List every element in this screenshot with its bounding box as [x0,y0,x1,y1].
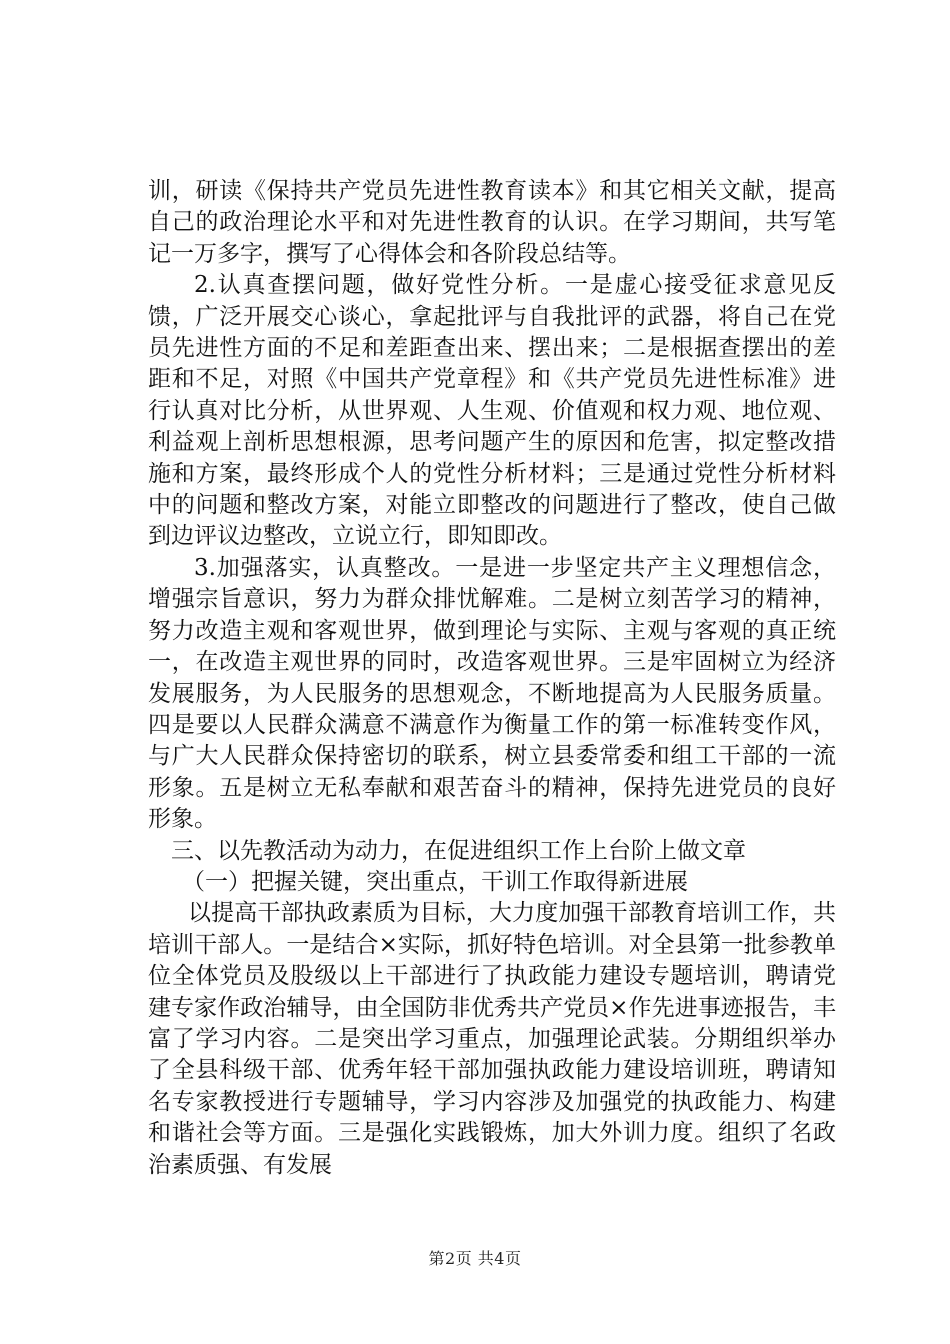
subsection-heading-one: （一）把握关键，突出重点，干训工作取得新进展 [182,868,688,895]
paragraph-cadre-training: 以提高干部执政素质为目标，大力度加强干部教育培训工作，共培训干部人。一是结合×实际，抓好特色培训。对全县第一批参教单位全体党员及股级以上干部进行了执政能力建设专题培训，聘请党建专家作政治辅导，由全国防非优秀共产党员×作先进事迹报告，丰富了学习内容。二是突出学习重点，加强理论武装。分期组织举办了全县科级干部、优秀年轻干部加强执政能力建设培训班，聘请知名专家教授进行专题辅导，学习内容涉及加强党的执政能力、构建和谐社会等方面。三是强化实践锻炼，加大外训力度。组织了名政治素质强、有发展 [148,900,836,1178]
paragraph-party-analysis: 2.认真查摆问题，做好党性分析。一是虚心接受征求意见反馈，广泛开展交心谈心，拿起批评与自我批评的武器，将自己在党员先进性方面的不足和差距查出来、摆出来；二是根据查摆出的差距和不足，对照《中国共产党章程》和《共产党员先进性标准》进行认真对比分析，从世界观、人生观、价值观和权力观、地位观、利益观上剖析思想根源，思考问题产生的原因和危害，拟定整改措施和方案，最终形成个人的党性分析材料；三是通过党性分析材料中的问题和整改方案，对能立即整改的问题进行了整改，使自己做到边评议边整改，立说立行，即知即改。 [148,272,836,550]
page-number-footer: 第2页 共4页 [428,1249,522,1268]
document-body [148,176,836,1181]
paragraph-continuation: 训，研读《保持共产党员先进性教育读本》和其它相关文献，提高自己的政治理论水平和对先进性教育的认识。在学习期间，共写笔记一万多字，撰写了心得体会和各阶段总结等。 [148,178,836,267]
section-heading-three: 三、以先教活动为动力，在促进组织工作上台阶上做文章 [171,837,746,864]
paragraph-rectification: 3.加强落实，认真整改。一是进一步坚定共产主义理想信念，增强宗旨意识，努力为群众排忧解难。二是树立刻苦学习的精神，努力改造主观和客观世界，做到理论与实际、主观与客观的真正统一，在改造主观世界的同时，改造客观世界。三是牢固树立为经济发展服务，为人民服务的思想观念，不断地提高为人民服务质量。四是要以人民群众满意不满意作为衡量工作的第一标准转变作风，与广大人民群众保持密切的联系，树立县委常委和组工干部的一流形象。五是树立无私奉献和艰苦奋斗的精神，保持先进党员的良好形象。 [148,554,836,833]
